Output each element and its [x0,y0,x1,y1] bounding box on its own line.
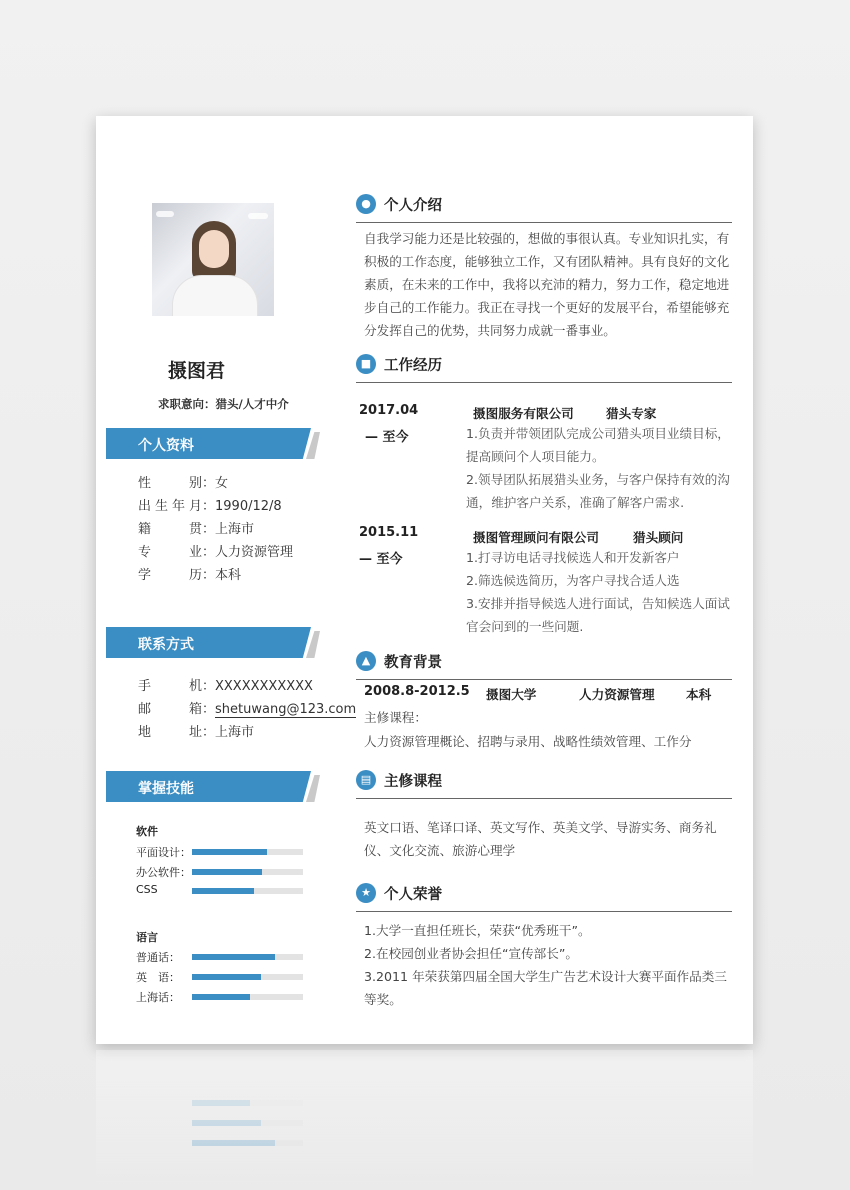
work-start: 2017.04 [359,403,419,418]
book-icon: ▤ [356,770,376,790]
course-title: 主修课程 [384,774,442,790]
work-duties: 1.打寻访电话寻找候选人和开发新客户 2.筛选候选简历，为客户寻找合适人选 3.安排并指导候选人进行面试，告知候选人面试官会问到的一些问题. [466,550,730,634]
work-company: 摄图管理顾问有限公司 [473,530,599,545]
contact-title: 联系方式 [138,637,194,653]
skills-title: 掌握技能 [138,781,194,797]
skill-bar-fill [192,849,267,855]
email-link[interactable]: shetuwang@123.com [215,702,357,717]
personal-row: 专业：人力资源管理 [138,545,294,560]
candidate-name: 摄图君 [168,360,226,382]
work-header [356,354,732,383]
skill-bar [192,974,303,980]
skill-bar-fill [192,994,250,1000]
profile-photo [152,203,274,316]
edu-header [356,651,732,680]
page-reflection [96,1050,753,1190]
contact-row-phone: 手机：XXXXXXXXXXX [138,679,313,694]
edu-courses-label: 主修课程： [364,710,427,725]
intro-title: 个人介绍 [384,198,442,214]
resume-page [96,116,753,1044]
contact-row-email: 邮箱：shetuwang@123.com [138,702,357,717]
skills-header [106,771,318,802]
skill-name: 普通话： [136,951,180,964]
skill-bar [192,888,303,894]
skill-bar-fill [192,888,254,894]
edu-period: 2008.8-2012.5 [364,684,470,699]
skill-name: 英 语： [136,971,180,984]
work-duties: 1.负责并带领团队完成公司猎头项目业绩目标，提高顾问个人项目能力。 2.领导团队拓展猎头业务，与客户保持有效的沟通，维护客户关系，准确了解客户需求. [466,426,730,510]
skill-bar [192,954,303,960]
honor-item: 1.大学一直担任班长，荣获“优秀班干”。 [364,923,591,938]
software-label: 软件 [136,825,158,838]
edu-title: 教育背景 [384,655,442,671]
course-header [356,770,732,799]
honor-title: 个人荣誉 [384,887,442,903]
honor-item: 3.2011 年荣获第四届全国大学生广告艺术设计大赛平面作品类三等奖。 [364,969,727,1007]
work-title: 工作经历 [384,358,442,374]
contact-header [106,627,318,658]
person-icon: ● [356,194,376,214]
work-company: 摄图服务有限公司 [473,406,574,421]
skill-bar-fill [192,974,261,980]
skill-name: 平面设计： [136,846,191,859]
skill-bar-fill [192,954,275,960]
course-text: 英文口语、笔译口译、英文写作、英美文学、导游实务、商务礼仪、文化交流、旅游心理学 [364,820,717,858]
personal-row: 性别：女 [138,476,229,491]
skill-bar [192,869,303,875]
job-intent: 求职意向：猎头/人才中介 [158,397,289,411]
skill-name: 办公软件： [136,866,191,879]
work-start: 2015.11 [359,525,419,540]
personal-row: 出生年月：1990/12/8 [138,499,282,514]
work-end: — 至今 [365,430,409,445]
skill-name: 上海话： [136,991,180,1004]
personal-info-header [106,428,318,459]
work-end: — 至今 [359,552,403,567]
intro-text: 自我学习能力还是比较强的，想做的事很认真。专业知识扎实，有积极的工作态度，能够独立工作，又有团队精神。具有良好的文化素质，在未来的工作中，我将以充沛的精力，努力工作，稳定地进步自己的工作能力。我正在寻找一个更好的发展平台，希望能够充分发挥自己的优势，共同努力成就一番事业。 [364,231,730,338]
work-role: 猎头顾问 [633,530,684,545]
medal-icon: ★ [356,883,376,903]
personal-info-title: 个人资料 [138,438,194,454]
language-label: 语言 [136,931,158,944]
honor-header [356,883,732,912]
edu-degree: 本科 [686,687,712,702]
contact-row-address: 地址：上海市 [138,725,255,740]
briefcase-icon: ■ [356,354,376,374]
graduation-cap-icon: ▲ [356,651,376,671]
personal-row: 籍贯：上海市 [138,522,255,537]
skill-bar [192,849,303,855]
honor-item: 2.在校园创业者协会担任“宣传部长”。 [364,946,578,961]
work-role: 猎头专家 [606,406,657,421]
edu-major: 人力资源管理 [579,687,655,702]
intro-header [356,194,732,223]
skill-bar-fill [192,869,262,875]
edu-courses: 人力资源管理概论、招聘与录用、战略性绩效管理、工作分 [364,734,692,749]
skill-bar [192,994,303,1000]
edu-school: 摄图大学 [486,687,537,702]
personal-row: 学历：本科 [138,568,242,583]
skill-name: CSS [136,883,158,896]
